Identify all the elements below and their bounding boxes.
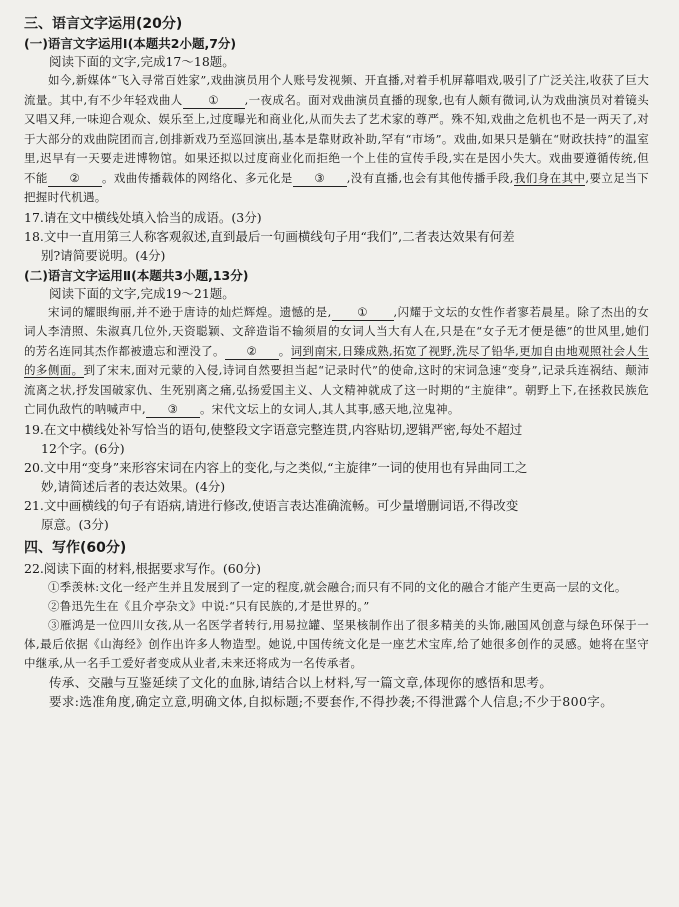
passage-2-text-c: 。 (278, 343, 291, 358)
part-2-instruction: 阅读下面的文字,完成19～21题。 (49, 285, 235, 301)
question-17: 17.请在文中横线处填入恰当的成语。(3分) (24, 209, 262, 225)
question-18-line-1: 18.文中一直用第三人称客观叙述,直到最后一句画横线句子用“我们”,二者表达效果有何差 (24, 228, 515, 244)
question-20-line-2: 妙,请简述后者的表达效果。(4分) (41, 478, 226, 494)
underlined-sentence: 词到南宋,日臻成熟,拓宽了视野,洗尽了铅华,更加自由地观照社会人生的多侧面。 (24, 343, 649, 377)
section-3-title: 三、语言文字运用(20分) (24, 16, 183, 32)
material-1: ①季羡林:文化一经产生并且发展到了一定的程度,就会融合;而只有不同的文化的融合才能产生更高一层的文化。 (48, 579, 627, 594)
question-21-line-1: 21.文中画横线的句子有语病,请进行修改,使语言表达准确流畅。可少量增删词语,不得改变 (24, 497, 519, 513)
passage-1-text-a: 如今,新媒体“飞入寻常百姓家”,戏曲演员用个人账号发视频、开直播,对着手机屏幕唱戏,吸引了广泛关注,收获了巨大流量。其中,有不少年轻戏曲人 (24, 73, 649, 107)
writing-requirements: 要求:选准角度,确定立意,明确文体,自拟标题;不要套作,不得抄袭;不得泄露个人信息;不少于800字。 (49, 693, 614, 709)
material-2: ②鲁迅先生在《且介亭杂文》中说:“只有民族的,才是世界的。” (48, 598, 370, 613)
blank-2: ② (48, 171, 102, 187)
material-3: ③雁鸿是一位四川女孩,从一名医学者转行,用易拉罐、坚果核制作出了很多精美的头饰,融国风创意与绿色环保于一体,最后依据《山海经》创作出许多人物造型。她说,中国传统文化是一座艺术宝库,给了她很多创作的灵感。她将在坚守中继承,从一名手工爱好者变成从业者,未来还将成为一名传承者。 (24, 617, 649, 670)
question-19-line-1: 19.在文中横线处补写恰当的语句,使整段文字语意完整连贯,内容贴切,逻辑严密,每处不超过 (24, 421, 523, 437)
question-20-line-1: 20.文中用“变身”来形容宋词在内容上的变化,与之类似,“主旋律”一词的使用也有异曲同工之 (24, 459, 528, 475)
blank-3: ③ (146, 402, 200, 418)
passage-1-text-c: 。戏曲传播载体的网络化、多元化是 (101, 170, 293, 185)
passage-1-text-d: ,没有直播,也会有其他传播手段, (346, 170, 514, 185)
passage-1-text-e: ,要立足当下把握时代机遇。 (24, 170, 649, 204)
part-1-title: (一)语言文字运用Ⅰ(本题共2小题,7分) (24, 36, 237, 51)
part-2-title: (二)语言文字运用Ⅱ(本题共3小题,13分) (24, 267, 249, 283)
passage-2-text-e: 。宋代文坛上的女词人,其人其事,感天地,泣鬼神。 (199, 402, 460, 416)
underlined-sentence: 我们身在其中 (513, 170, 586, 185)
blank-1: ① (183, 93, 245, 109)
blank-1: ① (332, 305, 394, 321)
question-18-line-2: 别?请简要说明。(4分) (41, 247, 166, 263)
passage-1-text-b: ,一夜成名。面对戏曲演员直播的现象,也有人颇有微词,认为戏曲演员对着镜头又唱又拜,一味迎合观众、娱乐至上,过度曝光和商业化,从而失去了艺术家的尊严。殊不知,戏曲之危机也不是一两天了,对于大部分的戏曲院团而言,创排新戏乃至巡回演出,基本是靠财政补助,罕有“市场”。戏曲,如果只是躺在“财政扶持”的温室里,迟早有一天要走进博物馆。如果还拟以过度商业化而拒绝一个上佳的宣传手段,实在是因小失大。戏曲要遵循传统,但不能 (24, 92, 649, 185)
writing-prompt: 传承、交融与互鉴延续了文化的血脉,请结合以上材料,写一篇文章,体现你的感悟和思考。 (49, 674, 553, 690)
passage-2-text-b: ,闪耀于文坛的女性作者寥若晨星。除了杰出的女词人李清照、朱淑真几位外,天资聪颖、文辞造诣不输须眉的女词人当大有人在,只是在“女子无才便是德”的世风里,她们的芳名连同其杰作都被遗忘和湮没了。 (24, 304, 649, 358)
blank-2: ② (225, 344, 279, 360)
passage-2 (24, 303, 649, 420)
passage-1 (24, 71, 649, 208)
question-22: 22.阅读下面的材料,根据要求写作。(60分) (24, 560, 262, 576)
blank-3: ③ (293, 171, 347, 187)
passage-2-text-d: 到了宋末,面对元蒙的入侵,诗词自然要担当起“记录时代”的使命,这时的宋词急速“变身”,记录兵连祸结、颠沛流离之状,抒发国破家仇、生死别离之痛,弘扬爱国主义、人文精神就成了这一时期的“主旋律”。朝野上下,在拯救民族危亡同仇敌忾的呐喊声中, (24, 363, 650, 416)
section-4-title: 四、写作(60分) (24, 539, 127, 556)
question-19-line-2: 12个字。(6分) (41, 440, 125, 456)
passage-2-text-a: 宋词的耀眼绚丽,并不逊于唐诗的灿烂辉煌。遗憾的是, (48, 304, 332, 319)
question-21-line-2: 原意。(3分) (41, 516, 109, 532)
part-1-instruction: 阅读下面的文字,完成17～18题。 (49, 54, 235, 69)
